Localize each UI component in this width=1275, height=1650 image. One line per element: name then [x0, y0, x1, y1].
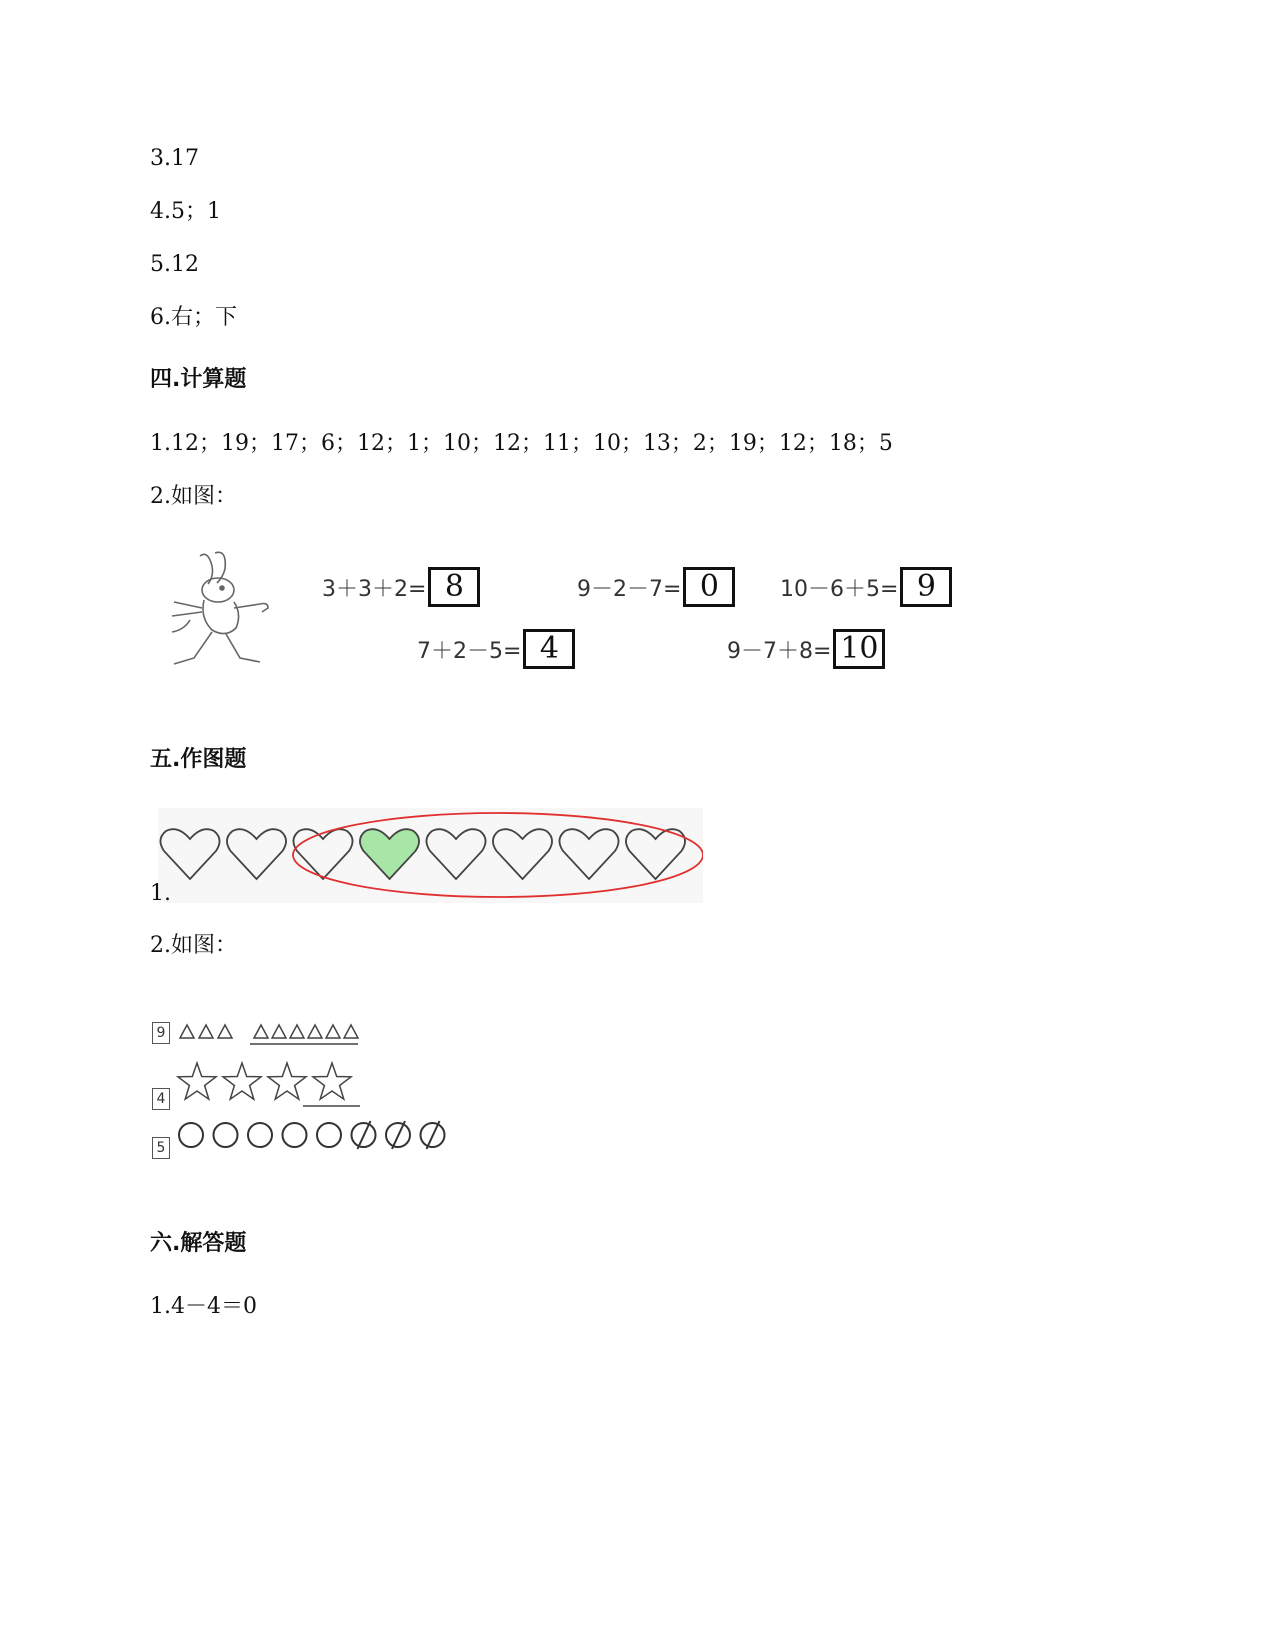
row-number-box: 5 — [152, 1137, 170, 1159]
triangle-icon — [180, 1025, 194, 1038]
star-icon — [268, 1063, 306, 1099]
triangle-icon — [254, 1025, 268, 1038]
equation-expression: 9－7＋8= — [727, 638, 832, 664]
equation-1 — [322, 567, 480, 607]
equation-expression: 9－2－7= — [577, 576, 682, 602]
equation-expression: 3＋3＋2= — [322, 576, 427, 602]
shapes-figure — [175, 1015, 465, 1175]
equation-expression: 7＋2－5= — [417, 638, 522, 664]
row-number-box: 9 — [152, 1022, 170, 1044]
triangle-icon — [326, 1025, 340, 1038]
equation-answer-box: 0 — [683, 567, 735, 607]
circle-icon — [283, 1123, 307, 1147]
circle-icon — [248, 1123, 272, 1147]
rabbit-illustration — [160, 548, 280, 673]
section-4-heading: 四.计算题 — [150, 367, 247, 392]
equation-2 — [577, 567, 735, 607]
section-6-q1: 1.4－4＝0 — [150, 1294, 257, 1319]
equation-answer-box: 8 — [428, 567, 480, 607]
star-icon — [178, 1063, 216, 1099]
section-4-q2-label: 2.如图： — [150, 484, 237, 509]
answer-line-4: 4.5；1 — [150, 199, 221, 224]
equation-5 — [727, 629, 885, 669]
circle-icon — [317, 1123, 341, 1147]
answer-line-6: 6.右；下 — [150, 305, 237, 330]
star-icon — [223, 1063, 261, 1099]
triangle-icon — [218, 1025, 232, 1038]
triangle-icon — [344, 1025, 358, 1038]
equation-expression: 10－6＋5= — [780, 576, 899, 602]
equation-answer-box: 9 — [900, 567, 952, 607]
answer-line-3: 3.17 — [150, 146, 199, 171]
hearts-figure — [158, 808, 703, 903]
circle-icon — [214, 1123, 238, 1147]
answer-line-5: 5.12 — [150, 252, 199, 277]
equation-3 — [780, 567, 952, 607]
section-5-heading: 五.作图题 — [150, 747, 247, 772]
triangle-icon — [199, 1025, 213, 1038]
section-4-q1: 1.12；19；17；6；12；1；10；12；11；10；13；2；19；12；18；5 — [150, 431, 893, 456]
equation-4 — [417, 629, 575, 669]
circle-icon — [179, 1123, 203, 1147]
star-icon — [313, 1063, 351, 1099]
triangle-icon — [290, 1025, 304, 1038]
equation-answer-box: 10 — [833, 629, 885, 669]
section-5-q2-label: 2.如图： — [150, 933, 237, 958]
equation-answer-box: 4 — [523, 629, 575, 669]
triangle-icon — [308, 1025, 322, 1038]
row-number-box: 4 — [152, 1088, 170, 1110]
section-5-q1-label: 1. — [150, 881, 171, 906]
triangle-icon — [272, 1025, 286, 1038]
section-6-heading: 六.解答题 — [150, 1231, 247, 1256]
